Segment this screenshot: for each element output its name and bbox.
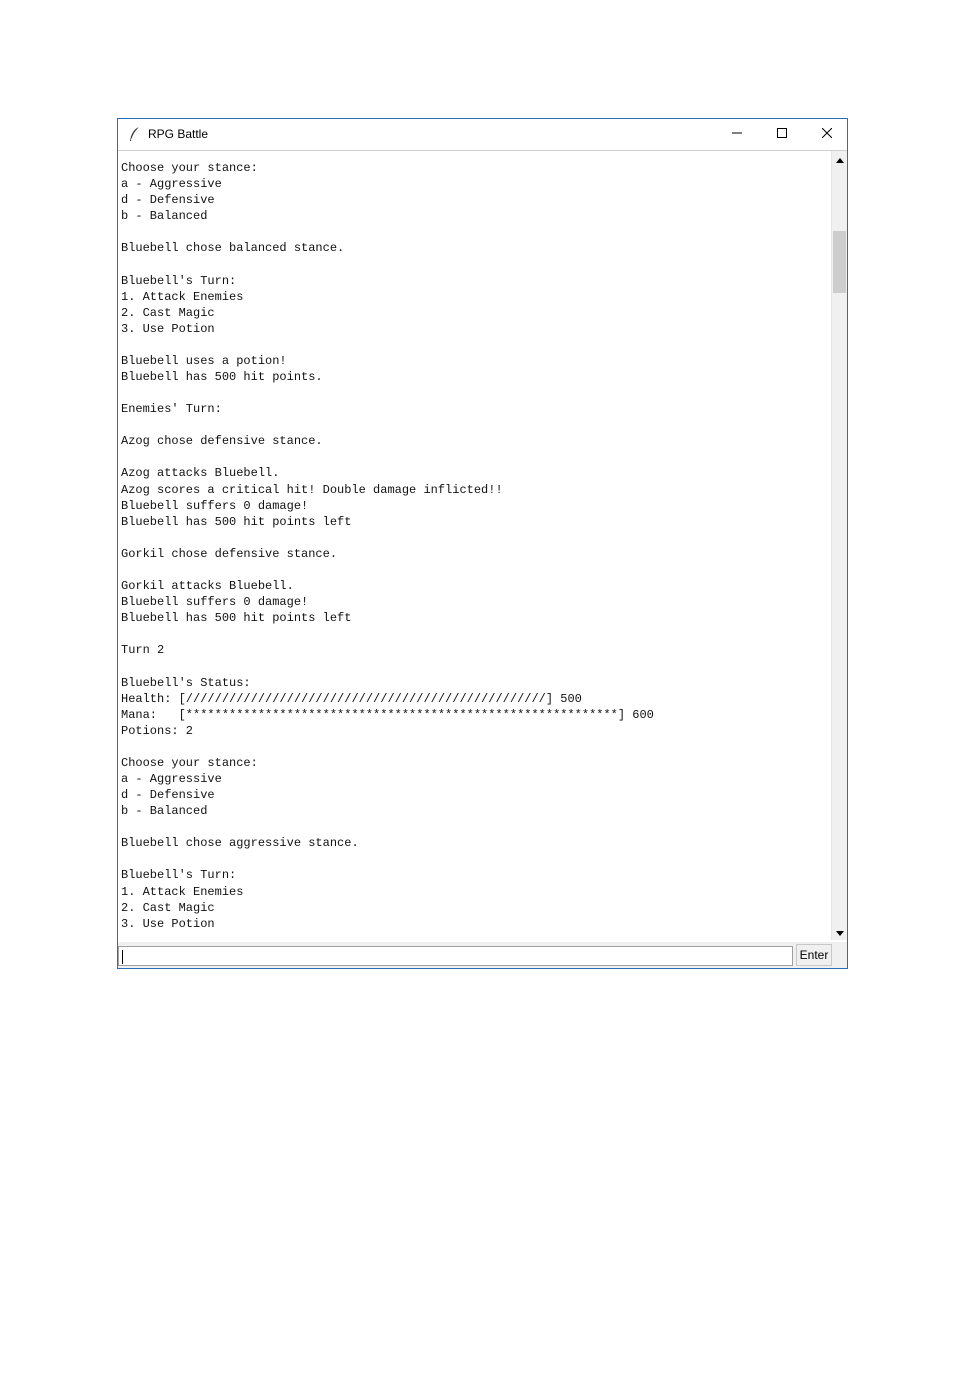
window-title: RPG Battle bbox=[148, 127, 209, 141]
log-line: 3. Use Potion bbox=[121, 321, 215, 336]
enter-button[interactable]: Enter bbox=[796, 944, 832, 966]
scroll-up-button[interactable] bbox=[832, 151, 848, 167]
log-line bbox=[121, 819, 831, 835]
log-line: 1. Attack Enemies bbox=[121, 884, 244, 899]
log-line bbox=[121, 256, 831, 272]
log-line: Enemies' Turn: bbox=[121, 402, 222, 417]
command-input[interactable] bbox=[118, 946, 793, 966]
log-line: Bluebell has 500 hit points left bbox=[121, 514, 352, 529]
log-line: Azog chose defensive stance. bbox=[121, 434, 323, 449]
log-line: Gorkil attacks Bluebell. bbox=[121, 579, 294, 594]
log-line bbox=[121, 562, 831, 578]
log-line: 2. Cast Magic bbox=[121, 305, 215, 320]
log-line: Bluebell has 500 hit points. bbox=[121, 370, 323, 385]
scroll-down-button[interactable] bbox=[832, 924, 848, 940]
log-line bbox=[121, 417, 831, 433]
log-line: b - Balanced bbox=[121, 804, 208, 819]
close-icon bbox=[822, 127, 832, 141]
scroll-down-icon bbox=[836, 923, 844, 941]
log-line: Bluebell chose balanced stance. bbox=[121, 241, 345, 256]
log-line: Azog scores a critical hit! Double damage inflicted!! bbox=[121, 482, 503, 497]
log-line: Azog attacks Bluebell. bbox=[121, 466, 280, 481]
maximize-icon bbox=[777, 127, 787, 141]
log-line bbox=[121, 449, 831, 465]
log-line: Bluebell's Status: bbox=[121, 675, 251, 690]
log-line: Mana: [************************************************************] 600 bbox=[121, 707, 654, 722]
log-line: d - Defensive bbox=[121, 193, 215, 208]
maximize-button[interactable] bbox=[759, 119, 804, 149]
log-line: Bluebell's Turn: bbox=[121, 273, 237, 288]
log-line bbox=[121, 224, 831, 240]
log-line bbox=[121, 658, 831, 674]
title-bar[interactable] bbox=[118, 119, 847, 151]
log-line: Bluebell has 500 hit points left bbox=[121, 611, 352, 626]
scrollbar-thumb[interactable] bbox=[833, 231, 846, 293]
log-line: Turn 2 bbox=[121, 643, 165, 658]
log-line: a - Aggressive bbox=[121, 177, 222, 192]
log-line: Potions: 2 bbox=[121, 723, 194, 738]
log-line bbox=[121, 385, 831, 401]
battle-log-area[interactable] bbox=[118, 151, 831, 940]
log-line: Bluebell suffers 0 damage! bbox=[121, 498, 309, 513]
close-button[interactable] bbox=[804, 119, 849, 149]
log-line bbox=[121, 739, 831, 755]
feather-icon bbox=[128, 126, 142, 142]
log-line bbox=[121, 851, 831, 867]
app-window bbox=[117, 118, 848, 969]
log-line: Bluebell uses a potion! bbox=[121, 353, 287, 368]
log-line: Choose your stance: bbox=[121, 755, 258, 770]
log-line bbox=[121, 530, 831, 546]
vertical-scrollbar[interactable] bbox=[831, 151, 847, 940]
log-line: 2. Cast Magic bbox=[121, 900, 215, 915]
log-line: Bluebell chose aggressive stance. bbox=[121, 836, 359, 851]
battle-log bbox=[118, 151, 831, 932]
log-line: Bluebell's Turn: bbox=[121, 868, 237, 883]
log-line: d - Defensive bbox=[121, 788, 215, 803]
log-line bbox=[121, 626, 831, 642]
log-line: Choose your stance: bbox=[121, 161, 258, 175]
minimize-icon bbox=[732, 127, 742, 141]
log-line: a - Aggressive bbox=[121, 771, 222, 786]
scroll-up-icon bbox=[836, 150, 844, 168]
log-line: Bluebell suffers 0 damage! bbox=[121, 595, 309, 610]
log-line: b - Balanced bbox=[121, 209, 208, 224]
minimize-button[interactable] bbox=[714, 119, 759, 149]
log-line: 3. Use Potion bbox=[121, 916, 215, 931]
log-line bbox=[121, 337, 831, 353]
input-bar bbox=[118, 942, 847, 968]
log-line: Health: [//////////////////////////////////////////////////] 500 bbox=[121, 691, 582, 706]
log-line: 1. Attack Enemies bbox=[121, 289, 244, 304]
text-caret bbox=[122, 950, 123, 964]
log-line: Gorkil chose defensive stance. bbox=[121, 546, 338, 561]
